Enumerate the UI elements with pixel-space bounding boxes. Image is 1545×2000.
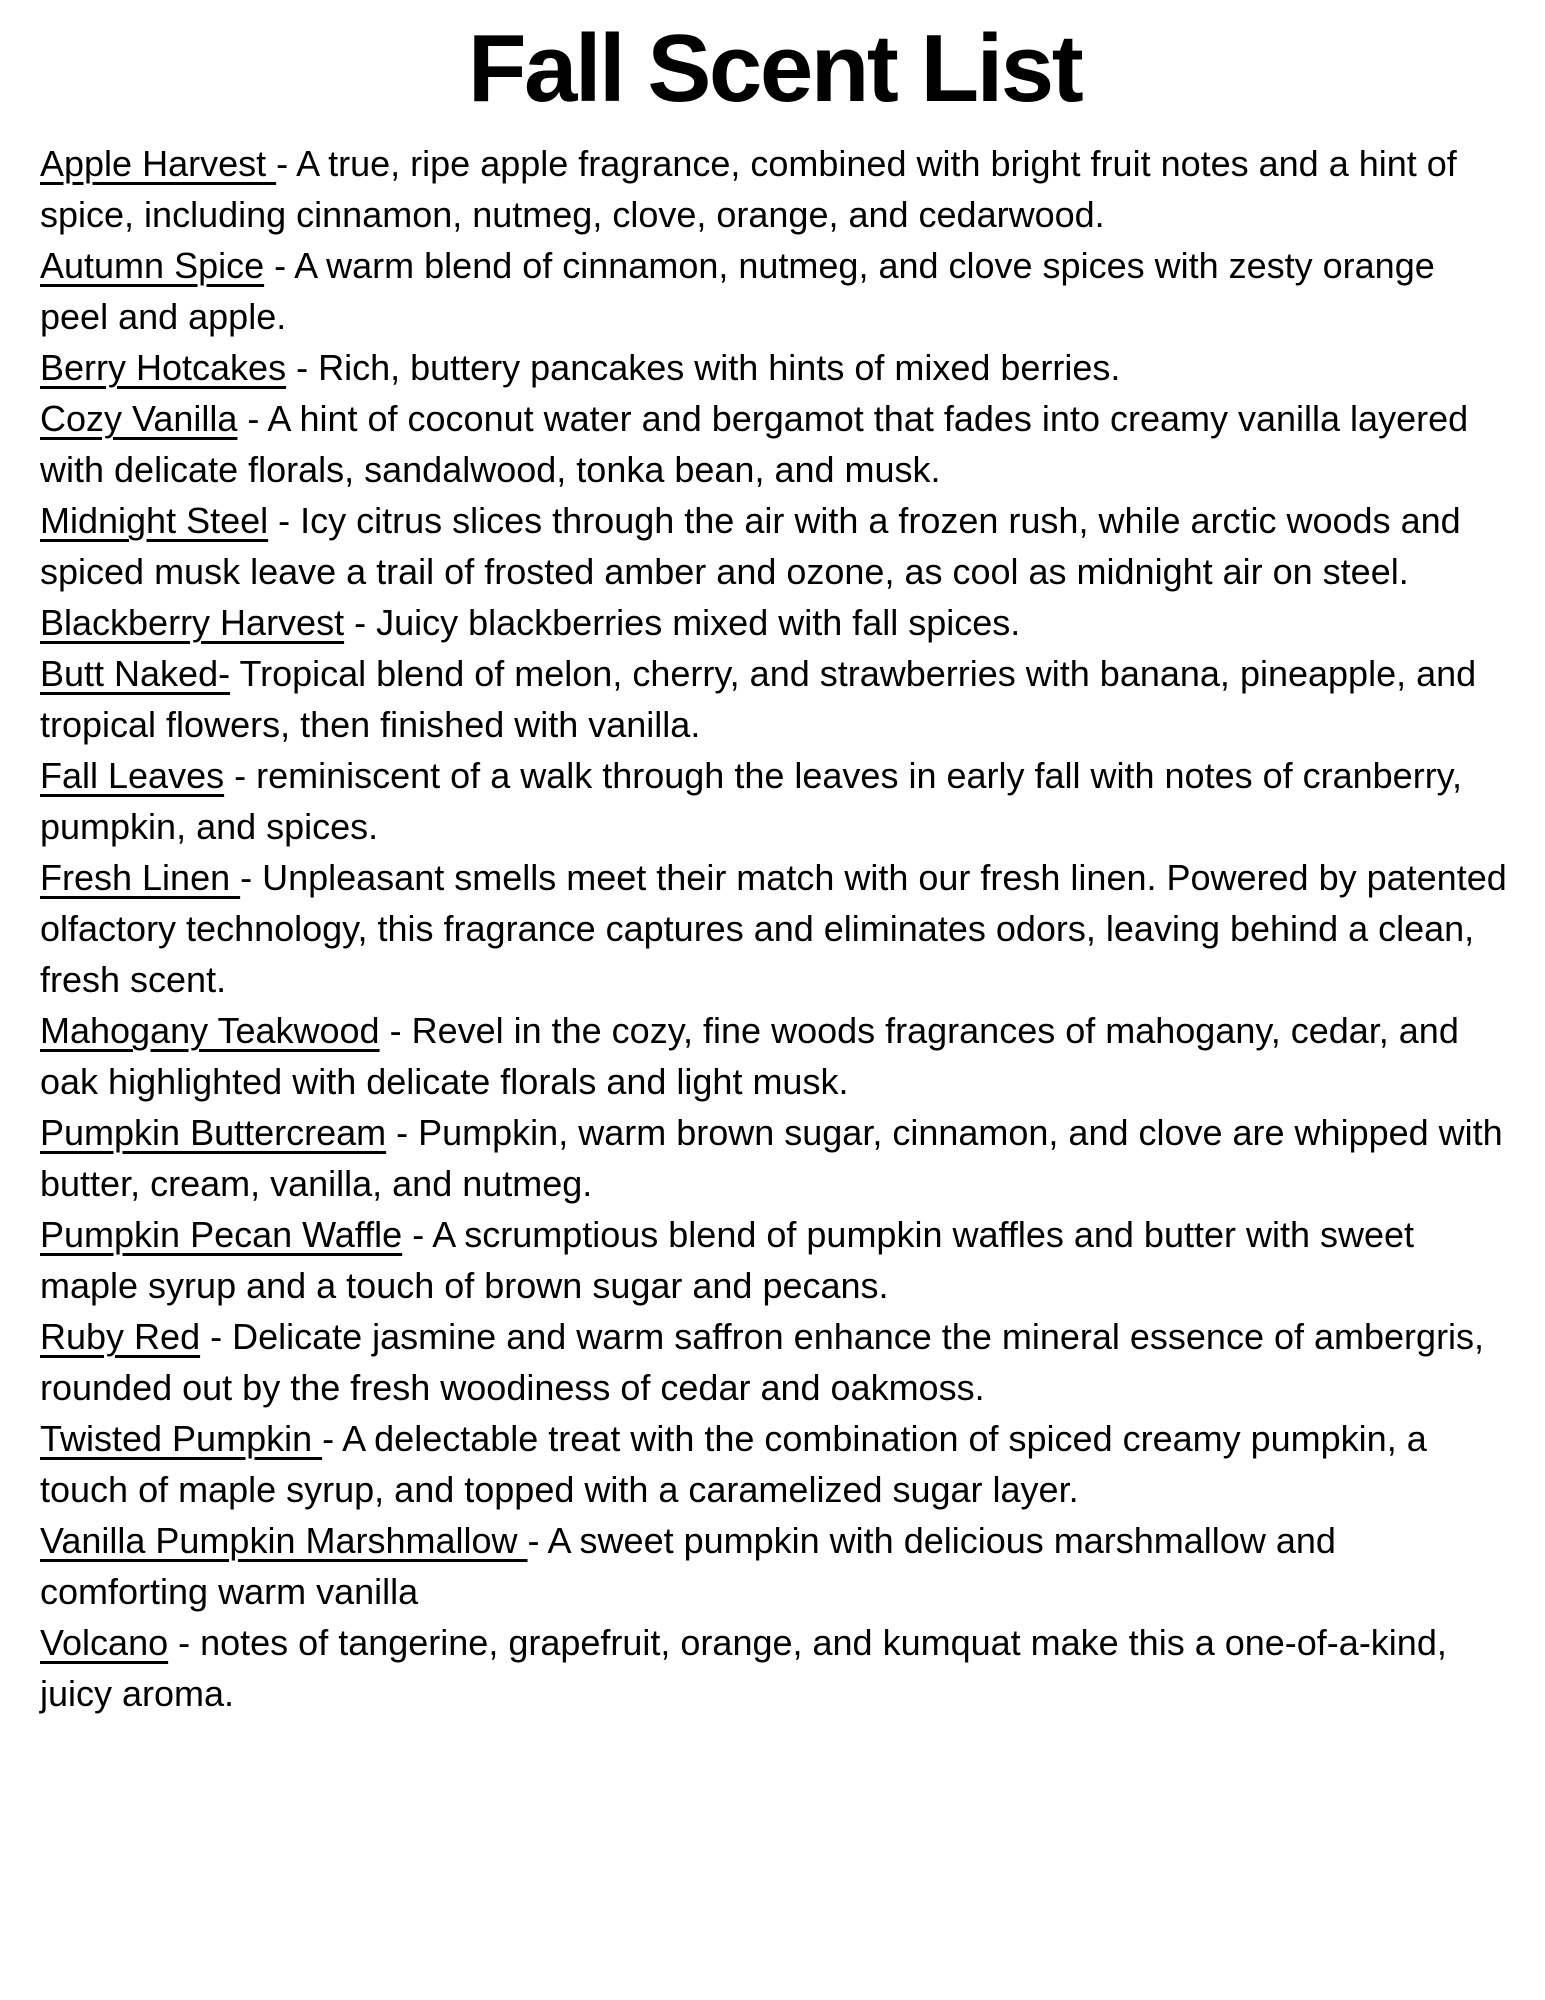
scent-description: - Pumpkin, warm brown sugar, cinnamon, and clove are whipped with butter, cream, vanilla, and nutmeg. — [40, 1112, 1503, 1205]
scent-description: - reminiscent of a walk through the leaves in early fall with notes of cranberry, pumpkin, and spices. — [40, 755, 1463, 848]
scent-name: Pumpkin Buttercream — [40, 1112, 387, 1154]
scent-name: Midnight Steel — [40, 500, 269, 542]
scent-description: - A hint of coconut water and bergamot that fades into creamy vanilla layered with delicate florals, sandalwood, tonka bean, and musk. — [40, 398, 1469, 491]
scent-name: Autumn Spice — [40, 245, 265, 287]
page-title: Fall Scent List — [467, 15, 1082, 122]
scent-item-berry-hotcakes — [40, 342, 1509, 393]
scent-description: Tropical blend of melon, cherry, and strawberries with banana, pineapple, and tropical flowers, then finished with vanilla. — [40, 653, 1477, 746]
scent-name: Twisted Pumpkin — [40, 1418, 323, 1460]
scent-name: Apple Harvest — [40, 143, 277, 185]
scent-name: Vanilla Pumpkin Marshmallow — [40, 1520, 528, 1562]
scent-description: - Revel in the cozy, fine woods fragrances of mahogany, cedar, and oak highlighted with delicate florals and light musk. — [40, 1010, 1459, 1103]
scent-description: - Unpleasant smells meet their match with our fresh linen. Powered by patented olfactory technology, this fragrance captures and eliminates odors, leaving behind a clean, fresh scent. — [40, 857, 1507, 1001]
scent-item-vanilla-pumpkin-marshmallow — [40, 1515, 1509, 1617]
scent-item-ruby-red — [40, 1311, 1509, 1413]
scent-name: Fresh Linen — [40, 857, 241, 899]
scent-name: Fall Leaves — [40, 755, 225, 797]
scent-item-twisted-pumpkin — [40, 1413, 1509, 1515]
scent-description: - Icy citrus slices through the air with a frozen rush, while arctic woods and spiced musk leave a trail of frosted amber and ozone, as cool as midnight air on steel. — [40, 500, 1461, 593]
scent-name: Ruby Red — [40, 1316, 201, 1358]
scent-description: - A warm blend of cinnamon, nutmeg, and clove spices with zesty orange peel and apple. — [40, 245, 1435, 338]
scent-description: - notes of tangerine, grapefruit, orange, and kumquat make this a one-of-a-kind, juicy aroma. — [40, 1622, 1447, 1715]
scent-description: - A sweet pumpkin with delicious marshmallow and comforting warm vanilla — [40, 1520, 1336, 1613]
scent-name: Blackberry Harvest — [40, 602, 345, 644]
scent-item-fall-leaves — [40, 750, 1509, 852]
scent-description: - A true, ripe apple fragrance, combined with bright fruit notes and a hint of spice, including cinnamon, nutmeg, clove, orange, and cedarwood. — [40, 143, 1457, 236]
scent-item-volcano — [40, 1617, 1509, 1719]
scent-name: Butt Naked- — [40, 653, 231, 695]
scent-description: - Delicate jasmine and warm saffron enhance the mineral essence of ambergris, rounded out by the fresh woodiness of cedar and oakmoss. — [40, 1316, 1485, 1409]
scent-name: Mahogany Teakwood — [40, 1010, 380, 1052]
scent-name: Pumpkin Pecan Waffle — [40, 1214, 403, 1256]
scent-item-fresh-linen — [40, 852, 1509, 1005]
scent-description: - Juicy blackberries mixed with fall spices. — [344, 602, 1021, 644]
scent-list — [40, 138, 1509, 1719]
scent-item-pumpkin-pecan-waffle — [40, 1209, 1509, 1311]
scent-item-autumn-spice — [40, 240, 1509, 342]
scent-item-apple-harvest — [40, 138, 1509, 240]
scent-name: Volcano — [40, 1622, 169, 1664]
scent-item-pumpkin-buttercream — [40, 1107, 1509, 1209]
scent-item-blackberry-harvest — [40, 597, 1509, 648]
scent-name: Cozy Vanilla — [40, 398, 238, 440]
scent-item-midnight-steel — [40, 495, 1509, 597]
scent-description: - A scrumptious blend of pumpkin waffles and butter with sweet maple syrup and a touch of brown sugar and pecans. — [40, 1214, 1415, 1307]
scent-item-mahogany-teakwood — [40, 1005, 1509, 1107]
scent-description: - Rich, buttery pancakes with hints of mixed berries. — [286, 347, 1121, 389]
scent-name: Berry Hotcakes — [40, 347, 287, 389]
scent-item-butt-naked — [40, 648, 1509, 750]
scent-description: - A delectable treat with the combination of spiced creamy pumpkin, a touch of maple syrup, and topped with a caramelized sugar layer. — [40, 1418, 1427, 1511]
scent-item-cozy-vanilla — [40, 393, 1509, 495]
